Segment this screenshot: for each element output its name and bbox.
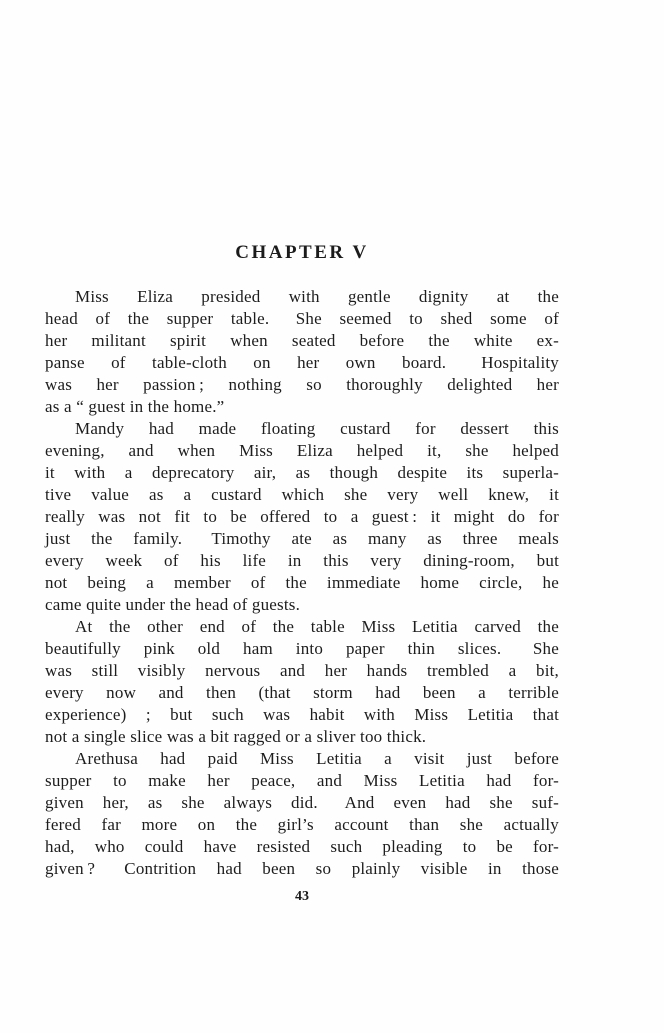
text-line: came quite under the head of guests. xyxy=(45,595,301,614)
text-line: her militant spirit when seated before the white ex- xyxy=(45,331,559,350)
text-line: Mandy had made floating custard for dessert this xyxy=(75,419,559,438)
text-line: Miss Eliza presided with gentle dignity at the xyxy=(75,287,559,306)
text-line: just the family. Timothy ate as many as three meals xyxy=(45,529,559,548)
paragraph xyxy=(45,616,559,748)
text-line: Arethusa had paid Miss Letitia a visit just before xyxy=(75,749,559,768)
paragraph xyxy=(45,748,559,880)
text-line: supper to make her peace, and Miss Letitia had for- xyxy=(45,771,559,790)
chapter-heading: CHAPTER V xyxy=(235,242,369,263)
text-line: experience) ; but such was habit with Miss Letitia that xyxy=(45,705,559,724)
text-line: beautifully pink old ham into paper thin slices. She xyxy=(45,639,559,658)
text-line: not a single slice was a bit ragged or a sliver too thick. xyxy=(45,727,427,746)
page-text xyxy=(45,286,559,880)
text-line: evening, and when Miss Eliza helped it, she helped xyxy=(45,441,559,460)
text-line: head of the supper table. She seemed to shed some of xyxy=(45,309,559,328)
text-line: panse of table-cloth on her own board. Hospitality xyxy=(45,353,559,372)
text-line: really was not fit to be offered to a guest : it might do for xyxy=(45,507,559,526)
text-line: was still visibly nervous and her hands trembled a bit, xyxy=(45,661,559,680)
text-line: it with a deprecatory air, as though despite its superla- xyxy=(45,463,559,482)
text-line: not being a member of the immediate home circle, he xyxy=(45,573,559,592)
paragraph xyxy=(45,418,559,616)
text-line: given ? Contrition had been so plainly visible in those xyxy=(45,859,559,878)
paragraph xyxy=(45,286,559,418)
text-line: as a “ guest in the home.” xyxy=(45,397,225,416)
text-line: given her, as she always did. And even had she suf- xyxy=(45,793,559,812)
text-line: had, who could have resisted such pleading to be for- xyxy=(45,837,559,856)
text-line: tive value as a custard which she very well knew, it xyxy=(45,485,559,504)
page-number: 43 xyxy=(295,889,309,904)
text-line: every week of his life in this very dining-room, but xyxy=(45,551,559,570)
text-line: was her passion ; nothing so thoroughly delighted her xyxy=(45,375,559,394)
text-line: At the other end of the table Miss Letitia carved the xyxy=(75,617,559,636)
text-line: every now and then (that storm had been a terrible xyxy=(45,683,559,702)
text-line: fered far more on the girl’s account than she actually xyxy=(45,815,559,834)
